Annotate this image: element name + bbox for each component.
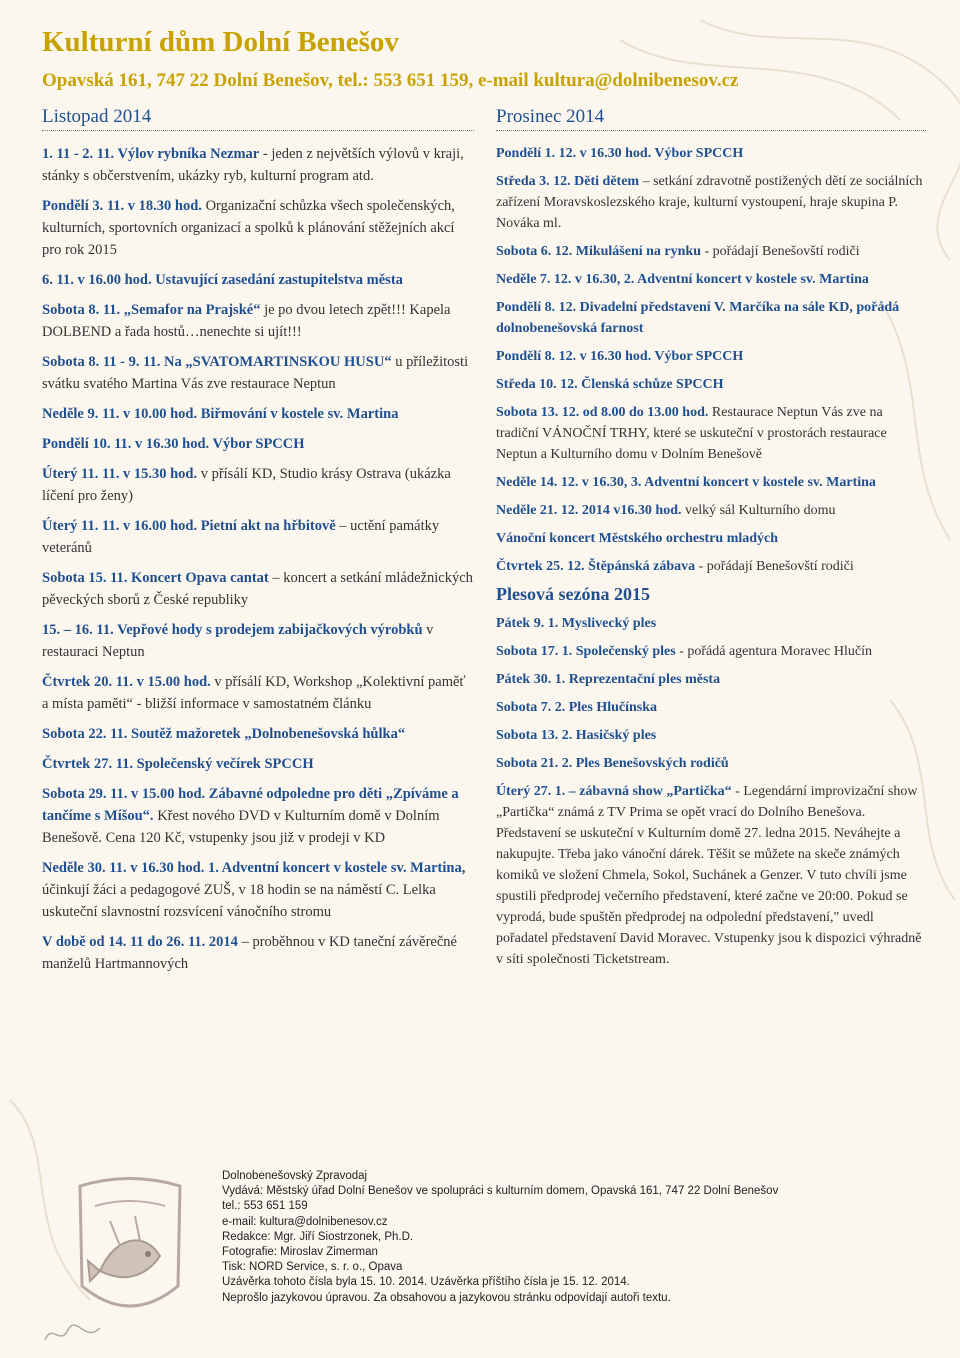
event-heading: Sobota 7. 2. Ples Hlučínska [496, 700, 658, 715]
event-heading: Neděle 7. 12. v 16.30, 2. Adventní koncert v kostele sv. Martina [496, 272, 869, 287]
event-description: - pořádají Benešovští rodiči [701, 244, 860, 259]
event-heading: Pondělí 8. 12. v 16.30 hod. Výbor SPCCH [496, 349, 744, 364]
event-heading: Neděle 30. 11. v 16.30 hod. 1. Adventní koncert v kostele sv. Martina, [42, 860, 466, 876]
event-heading: Sobota 15. 11. Koncert Opava cantat [42, 570, 269, 586]
event-heading: Sobota 13. 12. od 8.00 do 13.00 hod. [496, 405, 709, 420]
event-heading: Úterý 27. 1. – zábavná show „Partička“ [496, 784, 732, 799]
event-heading: Pondělí 1. 12. v 16.30 hod. Výbor SPCCH [496, 146, 744, 161]
event-description: velký sál Kulturního domu [681, 503, 836, 518]
event-description: – koncert a setkání mládežnických pěveckých sborů z České republiky [42, 570, 473, 608]
event-item [42, 619, 474, 663]
event-description: Křest nového DVD v Kulturním domě v Dolním Benešově. Cena 120 Kč, vstupenky jsou již v prodeji v KD [42, 808, 440, 846]
event-item [42, 857, 474, 923]
event-item [42, 515, 474, 559]
imprint-line: tel.: 553 651 159 [222, 1200, 308, 1213]
event-description: - pořádá agentura Moravec Hlučín [675, 644, 873, 659]
event-description: - jeden z největších výlovů v kraji, stánky s občerstvením, ukázky ryb, kulturní program atd. [42, 146, 464, 184]
event-item [496, 613, 926, 634]
event-heading: Vánoční koncert Městského orchestru mladých [496, 531, 779, 546]
event-description: účinkují žáci a pedagogové ZUŠ, v 18 hodin se na náměstí C. Lelka uskuteční slavnostní rozsvícení vánočního stromu [42, 882, 436, 920]
event-description: v přísálí KD, Workshop „Kolektivní paměť a místa paměti“ - bližší informace v samostatném článku [42, 674, 466, 712]
page-title: Kulturní dům Dolní Benešov [42, 26, 399, 58]
event-heading: Úterý 11. 11. v 15.30 hod. [42, 466, 198, 482]
event-heading: Středa 3. 12. Děti dětem [496, 174, 640, 189]
event-heading: 1. 11 - 2. 11. Výlov rybníka Nezmar [42, 146, 260, 162]
event-heading: Sobota 13. 2. Hasičský ples [496, 728, 657, 743]
event-description: Restaurace Neptun Vás zve na tradiční VÁNOČNÍ TRHY, které se uskuteční v prostorách restaurace Neptun a Kulturního domu v Dolním Benešově [496, 405, 887, 462]
event-item [42, 463, 474, 507]
event-item [496, 697, 926, 718]
event-item [42, 351, 474, 395]
imprint-line: Tisk: NORD Service, s. r. o., Opava [222, 1261, 403, 1274]
event-heading: Sobota 8. 11 - 9. 11. Na „SVATOMARTINSKOU HUSU“ [42, 354, 392, 370]
event-item [496, 143, 926, 164]
event-description: u příležitosti svátku svatého Martina Vás zve restaurace Neptun [42, 354, 469, 392]
event-heading: Neděle 21. 12. 2014 v16.30 hod. [496, 503, 682, 518]
event-heading: Neděle 9. 11. v 10.00 hod. Biřmování v kostele sv. Martina [42, 406, 399, 422]
event-description: Organizační schůzka všech společenských, kulturních, sportovních organizací a spolků k plánování stěžejních akcí pro rok 2015 [42, 198, 455, 258]
event-description: – uctění památky veteránů [42, 518, 440, 556]
event-heading: Neděle 14. 12. v 16.30, 3. Adventní koncert v kostele sv. Martina [496, 475, 876, 490]
event-item [42, 567, 474, 611]
event-heading: Středa 10. 12. Členská schůze SPCCH [496, 377, 724, 392]
event-item [42, 195, 474, 261]
event-heading: 6. 11. v 16.00 hod. Ustavující zasedání zastupitelstva města [42, 272, 403, 288]
imprint-line: Redakce: Mgr. Jiří Siostrzonek, Ph.D. [222, 1230, 414, 1243]
town-crest-fish-icon [60, 1176, 200, 1326]
event-heading: Pondělí 3. 11. v 18.30 hod. [42, 198, 202, 214]
event-heading: Čtvrtek 20. 11. v 15.00 hod. [42, 674, 211, 690]
event-heading: Sobota 6. 12. Mikulášení na rynku [496, 244, 701, 259]
event-item [42, 723, 474, 745]
ball-season-heading: Plesová sezóna 2015 [496, 584, 650, 604]
event-item [496, 641, 926, 662]
event-item [496, 374, 926, 395]
event-description: je po dvou letech zpět!!! Kapela DOLBEND a řada hostů…nenechte si ujít!!! [42, 302, 451, 340]
december-column [496, 106, 926, 977]
event-description: - Legendární improvizační show „Partička“ známá z TV Prima se opět vrací do Dolního Benešova. Představení se uskuteční v Kulturním domě 27. ledna 2015. Neváhejte a nakupujte. Třeba jako vánoční dárek. Těšit se můžete na skeče známých komiků ve složení Chmela, Sokol, Suchánek a Genzer. V tuto chvíli jsme spustili předprodej večerního představení, které začne ve 20:00. Pokud se vyprodá, bude spuštěn předprodej na odpolední představení," uvedl pořadatel představení David Moravec. Vstupenky jsou k dispozici výhradně v síti společnosti Ticketstream. [496, 784, 922, 967]
event-item [42, 783, 474, 849]
event-item [42, 671, 474, 715]
event-item [496, 171, 926, 234]
event-description: - pořádají Benešovští rodiči [695, 559, 854, 574]
event-heading: Úterý 11. 11. v 16.00 hod. Pietní akt na hřbitově [42, 518, 336, 534]
event-item [496, 500, 926, 521]
event-item [496, 402, 926, 465]
event-heading: Sobota 29. 11. v 15.00 hod. Zábavné odpoledne pro děti „Zpíváme a tančíme s Míšou“. [42, 786, 459, 824]
event-item [496, 556, 926, 577]
event-item [42, 433, 474, 455]
event-heading: Pondělí 8. 12. Divadelní představení V. Marčíka na sále KD, pořádá dolnobenešovská farnost [496, 300, 900, 336]
event-item [496, 528, 926, 549]
imprint [222, 1169, 922, 1306]
december-event-list [496, 143, 926, 577]
imprint-line: Uzávěrka tohoto čísla byla 15. 10. 2014. Uzávěrka příštího čísla je 15. 12. 2014. [222, 1276, 630, 1289]
imprint-line: Fotografie: Miroslav Zimerman [222, 1246, 378, 1259]
event-description: v restauraci Neptun [42, 622, 434, 660]
month-heading-november: Listopad 2014 [42, 106, 474, 131]
event-heading: Pátek 30. 1. Reprezentační ples města [496, 672, 721, 687]
event-heading: 15. – 16. 11. Vepřové hody s prodejem zabijačkových výrobků [42, 622, 423, 638]
november-event-list [42, 143, 474, 975]
event-item [496, 269, 926, 290]
event-item [496, 297, 926, 339]
event-item [42, 403, 474, 425]
event-item [496, 472, 926, 493]
event-heading: Pondělí 10. 11. v 16.30 hod. Výbor SPCCH [42, 436, 305, 452]
event-description: v přísálí KD, Studio krásy Ostrava (ukázka líčení pro ženy) [42, 466, 451, 504]
event-heading: V době od 14. 11 do 26. 11. 2014 [42, 934, 238, 950]
page-subtitle: Opavská 161, 747 22 Dolní Benešov, tel.: 553 651 159, e-mail kultura@dolnibenesov.cz [42, 70, 739, 91]
event-item [496, 725, 926, 746]
imprint-line: Neprošlo jazykovou úpravou. Za obsahovou a jazykovou stránku odpovídají autoři textu. [222, 1291, 671, 1304]
event-heading: Čtvrtek 27. 11. Společenský večírek SPCCH [42, 756, 314, 772]
imprint-line: Vydává: Městský úřad Dolní Benešov ve spolupráci s kulturním domem, Opavská 161, 747 22 Dolní Benešov [222, 1185, 779, 1198]
event-item [42, 753, 474, 775]
event-heading: Sobota 8. 11. „Semafor na Prajské“ [42, 302, 261, 318]
month-heading-december: Prosinec 2014 [496, 106, 926, 131]
event-description: – proběhnou v KD taneční závěrečné manželů Hartmannových [42, 934, 457, 972]
event-item [42, 931, 474, 975]
imprint-line: e-mail: kultura@dolnibenesov.cz [222, 1215, 388, 1228]
event-item [496, 669, 926, 690]
event-item [496, 241, 926, 262]
event-item [496, 753, 926, 774]
event-heading: Sobota 17. 1. Společenský ples [496, 644, 676, 659]
event-item [42, 269, 474, 291]
event-heading: Pátek 9. 1. Myslivecký ples [496, 616, 657, 631]
event-item [496, 346, 926, 367]
event-item [42, 143, 474, 187]
event-description: – setkání zdravotně postižených dětí ze sociálních zařízení Moravskoslezského kraje, kulturní vystoupení, hraje skupina P. Nováka ml. [496, 174, 923, 231]
event-heading: Čtvrtek 25. 12. Štěpánská zábava [496, 559, 696, 574]
event-heading: Sobota 21. 2. Ples Benešovských rodičů [496, 756, 729, 771]
event-item [496, 781, 926, 970]
event-heading: Sobota 22. 11. Soutěž mažoretek „Dolnobenešovská hůlka“ [42, 726, 406, 742]
imprint-line: Dolnobenešovský Zpravodaj [222, 1170, 368, 1182]
event-item [42, 299, 474, 343]
signature-icon [40, 1318, 110, 1348]
ball-event-list [496, 613, 926, 970]
november-column [42, 106, 474, 983]
